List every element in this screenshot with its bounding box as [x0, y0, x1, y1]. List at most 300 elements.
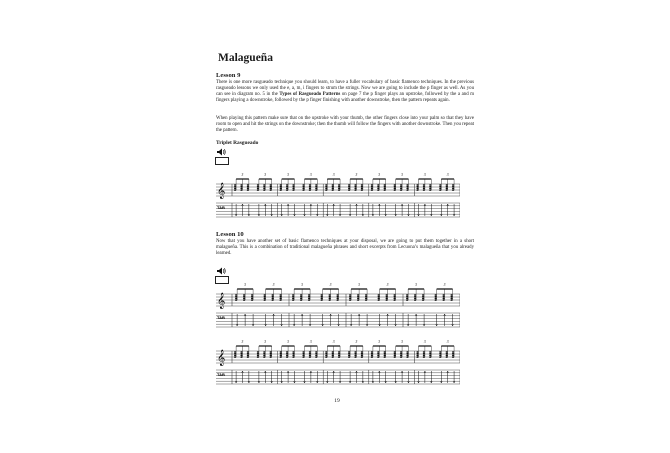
chord-note: [292, 189, 294, 191]
treble-clef-icon: 𝄞: [217, 183, 226, 199]
chord-note: [406, 294, 408, 296]
chord-note: [365, 299, 367, 301]
chord-note: [450, 294, 452, 296]
chord-note: [443, 294, 445, 296]
chord-note: [329, 296, 331, 298]
chord-note: [270, 353, 272, 355]
chord-note: [422, 298, 424, 300]
chord-note: [235, 299, 237, 301]
chord-note: [302, 356, 304, 358]
chord-note: [279, 298, 281, 300]
chord-note: [393, 296, 395, 298]
chord-note: [423, 188, 425, 190]
chord-note: [377, 351, 379, 353]
chord-note: [325, 186, 327, 188]
chord-note: [394, 351, 396, 353]
chord-note: [400, 188, 402, 190]
chord-note: [361, 189, 363, 191]
chord-note: [279, 296, 281, 298]
chord-note: [243, 296, 245, 298]
chord-note: [439, 189, 441, 191]
chord-note: [234, 351, 236, 353]
chord-note: [414, 296, 416, 298]
chord-note: [349, 298, 351, 300]
chord-note: [371, 184, 373, 186]
chord-note: [406, 188, 408, 190]
chord-note: [365, 296, 367, 298]
chord-note: [416, 186, 418, 188]
chord-note: [292, 188, 294, 190]
chord-note: [302, 351, 304, 353]
chord-note: [377, 186, 379, 188]
chord-note: [338, 355, 340, 357]
triplet-mark: 3: [446, 340, 449, 344]
chord-note: [371, 188, 373, 190]
chord-note: [332, 353, 334, 355]
chord-note: [354, 184, 356, 186]
chord-note: [329, 299, 331, 301]
chord-note: [332, 351, 334, 353]
tab-label: TAB: [217, 315, 225, 320]
chord-note: [234, 353, 236, 355]
chord-note: [240, 353, 242, 355]
audio-speaker-icon[interactable]: [216, 147, 226, 157]
treble-clef-icon: 𝄞: [217, 350, 226, 366]
chord-note: [386, 296, 388, 298]
chord-note: [377, 184, 379, 186]
chord-note: [308, 296, 310, 298]
chord-note: [361, 353, 363, 355]
chord-note: [394, 356, 396, 358]
chord-note: [406, 353, 408, 355]
chord-note: [302, 184, 304, 186]
triplet-mark: 3: [358, 283, 360, 287]
chord-note: [422, 296, 424, 298]
chord-note: [394, 353, 396, 355]
chord-note: [354, 351, 356, 353]
chord-note: [384, 355, 386, 357]
chord-note: [332, 188, 334, 190]
chord-note: [443, 298, 445, 300]
chord-note: [414, 294, 416, 296]
chord-note: [400, 353, 402, 355]
chord-note: [371, 351, 373, 353]
chord-note: [422, 299, 424, 301]
chord-note: [292, 353, 294, 355]
chord-note: [393, 298, 395, 300]
chord-note: [348, 351, 350, 353]
lesson-10-paragraph: Now that you have another set of basic flamenco techniques at your disposal, we are going to put them together in a short malagueña. This is a combination of traditional malagueña phrases and short excerpts from Lecuona’s malagueña that you already learned.: [216, 239, 474, 257]
chord-note: [416, 353, 418, 355]
chord-note: [292, 351, 294, 353]
chord-note: [338, 184, 340, 186]
chord-note: [286, 186, 288, 188]
chord-note: [247, 355, 249, 357]
chord-note: [439, 351, 441, 353]
chord-note: [446, 351, 448, 353]
chord-note: [354, 186, 356, 188]
chord-note: [394, 189, 396, 191]
chord-note: [292, 299, 294, 301]
chord-note: [422, 294, 424, 296]
chord-note: [257, 353, 259, 355]
chord-note: [423, 353, 425, 355]
page-title: Malagueña: [218, 52, 273, 64]
chord-note: [361, 186, 363, 188]
chord-note: [270, 351, 272, 353]
triplet-mark: 3: [241, 340, 244, 344]
chord-note: [384, 353, 386, 355]
chord-note: [378, 294, 380, 296]
chord-note: [348, 353, 350, 355]
chord-note: [452, 356, 454, 358]
chord-note: [414, 298, 416, 300]
lesson-9-heading: Lesson 9: [216, 72, 241, 79]
chord-note: [357, 294, 359, 296]
chord-note: [443, 299, 445, 301]
chord-note: [423, 186, 425, 188]
malaguena-notation-system-2: [216, 335, 460, 391]
chord-note: [292, 296, 294, 298]
chord-note: [315, 355, 317, 357]
chord-note: [435, 296, 437, 298]
chord-note: [452, 353, 454, 355]
chord-note: [240, 351, 242, 353]
chord-note: [338, 188, 340, 190]
triplet-mark: 3: [355, 173, 358, 177]
chord-note: [247, 189, 249, 191]
chord-note: [365, 298, 367, 300]
chord-note: [300, 299, 302, 301]
chord-note: [315, 184, 317, 186]
chord-note: [263, 356, 265, 358]
chord-note: [384, 356, 386, 358]
chord-note: [270, 186, 272, 188]
triplet-mark: 3: [272, 283, 275, 287]
chord-note: [315, 188, 317, 190]
chord-note: [452, 355, 454, 357]
chord-note: [309, 355, 311, 357]
chord-note: [257, 356, 259, 358]
chord-note: [264, 299, 266, 301]
chord-note: [235, 298, 237, 300]
chord-note: [247, 184, 249, 186]
chord-note: [439, 356, 441, 358]
triplet-mark: 3: [287, 173, 289, 177]
triplet-mark: 3: [309, 173, 312, 177]
chord-note: [429, 351, 431, 353]
chord-note: [257, 189, 259, 191]
chord-note: [365, 294, 367, 296]
triplet-mark: 3: [329, 283, 332, 287]
chord-note: [446, 189, 448, 191]
chord-note: [240, 186, 242, 188]
chord-note: [371, 355, 373, 357]
chord-note: [349, 299, 351, 301]
chord-note: [321, 298, 323, 300]
chord-note: [384, 351, 386, 353]
chord-note: [429, 189, 431, 191]
chord-note: [386, 299, 388, 301]
triplet-mark: 3: [244, 283, 246, 287]
triplet-mark: 3: [401, 340, 403, 344]
triplet-mark: 3: [423, 340, 426, 344]
chord-note: [263, 189, 265, 191]
chord-note: [400, 186, 402, 188]
chord-note: [435, 294, 437, 296]
chord-note: [450, 296, 452, 298]
tab-label: TAB: [217, 205, 225, 210]
chord-note: [361, 188, 363, 190]
chord-note: [338, 351, 340, 353]
chord-note: [309, 186, 311, 188]
chord-note: [235, 294, 237, 296]
chord-note: [446, 186, 448, 188]
chord-note: [429, 186, 431, 188]
chord-note: [263, 355, 265, 357]
chord-note: [240, 355, 242, 357]
chord-note: [243, 294, 245, 296]
chord-note: [247, 186, 249, 188]
chord-note: [450, 298, 452, 300]
chord-note: [264, 298, 266, 300]
chord-note: [452, 188, 454, 190]
chord-note: [286, 188, 288, 190]
chord-note: [309, 356, 311, 358]
chord-note: [309, 189, 311, 191]
chord-note: [371, 186, 373, 188]
chord-note: [257, 184, 259, 186]
chord-note: [406, 296, 408, 298]
chord-note: [247, 356, 249, 358]
chord-note: [286, 189, 288, 191]
triplet-mark: 3: [332, 173, 335, 177]
chord-note: [263, 184, 265, 186]
lesson-9-text-a: There is one more rasgueado technique you should learn, to have a fuller vocabulary of basic flamenco techniques. In the previous rasgueado lessons we only used the e, a, m, i fingers to strum the strings. Now we are going to include the p finger as well. As you can see in diagram no. 5 in the: [216, 80, 474, 98]
triplet-mark: 3: [332, 340, 335, 344]
chord-note: [439, 186, 441, 188]
chord-note: [257, 351, 259, 353]
chord-note: [270, 189, 272, 191]
chord-note: [443, 296, 445, 298]
chord-note: [257, 188, 259, 190]
chord-note: [243, 298, 245, 300]
chord-note: [263, 351, 265, 353]
chord-note: [354, 356, 356, 358]
chord-note: [361, 356, 363, 358]
chord-note: [321, 294, 323, 296]
chord-note: [446, 188, 448, 190]
lesson-9-text-b: on page 7 the p finger plays an upstroke, followed by the a and m fingers playing a downstroke, followed by the p finger finishing with another downstroke, then the pattern repeats again.: [216, 92, 474, 104]
chord-note: [357, 298, 359, 300]
chord-note: [251, 294, 253, 296]
chord-note: [280, 186, 282, 188]
triplet-rasgueado-notation: [216, 162, 460, 226]
chord-note: [300, 296, 302, 298]
chord-note: [234, 188, 236, 190]
chord-note: [308, 294, 310, 296]
chord-note: [378, 299, 380, 301]
chord-note: [315, 189, 317, 191]
chord-note: [315, 351, 317, 353]
chord-note: [300, 298, 302, 300]
chord-note: [292, 184, 294, 186]
chord-note: [400, 356, 402, 358]
chord-note: [264, 296, 266, 298]
chord-note: [292, 294, 294, 296]
treble-clef-icon: 𝄞: [217, 293, 226, 309]
chord-note: [354, 189, 356, 191]
chord-note: [439, 188, 441, 190]
triplet-mark: 3: [415, 283, 417, 287]
triplet-mark: 3: [355, 340, 358, 344]
chord-note: [309, 351, 311, 353]
chord-note: [315, 186, 317, 188]
chord-note: [384, 188, 386, 190]
chord-note: [272, 299, 274, 301]
chord-note: [371, 189, 373, 191]
chord-note: [321, 299, 323, 301]
chord-note: [377, 355, 379, 357]
chord-note: [400, 189, 402, 191]
chord-note: [302, 189, 304, 191]
chord-note: [446, 353, 448, 355]
chord-note: [394, 188, 396, 190]
triplet-mark: 3: [309, 340, 312, 344]
chord-note: [332, 184, 334, 186]
chord-note: [270, 188, 272, 190]
chord-note: [325, 355, 327, 357]
chord-note: [452, 186, 454, 188]
chord-note: [272, 294, 274, 296]
chord-note: [325, 184, 327, 186]
chord-note: [446, 355, 448, 357]
chord-note: [416, 355, 418, 357]
triplet-mark: 3: [301, 283, 303, 287]
malaguena-notation-system-1: [216, 278, 460, 334]
chord-note: [336, 298, 338, 300]
chord-note: [280, 351, 282, 353]
chord-note: [406, 351, 408, 353]
rasgueado-patterns-reference: Types of Rasgueado Patterns: [279, 92, 341, 98]
chord-note: [263, 353, 265, 355]
lesson-10-heading: Lesson 10: [216, 231, 244, 238]
triplet-mark: 3: [423, 173, 426, 177]
triplet-mark: 3: [443, 283, 446, 287]
lesson-9-paragraph-2: When playing this pattern make sure that on the upstroke with your thumb, the other fingers close into your palm so that they have room to open and hit the strings on the downstroke; then the thumb will follow the fingers with another downstroke. Then you repeat the pattern.: [216, 116, 474, 134]
chord-note: [357, 299, 359, 301]
chord-note: [435, 298, 437, 300]
chord-note: [393, 299, 395, 301]
chord-note: [416, 356, 418, 358]
triplet-mark: 3: [287, 340, 289, 344]
chord-note: [280, 188, 282, 190]
chord-note: [394, 186, 396, 188]
chord-note: [257, 186, 259, 188]
chord-note: [286, 355, 288, 357]
chord-note: [302, 355, 304, 357]
chord-note: [286, 184, 288, 186]
chord-note: [406, 189, 408, 191]
chord-note: [377, 189, 379, 191]
chord-note: [371, 356, 373, 358]
chord-note: [439, 353, 441, 355]
chord-note: [321, 296, 323, 298]
chord-note: [329, 294, 331, 296]
chord-note: [240, 189, 242, 191]
chord-note: [309, 188, 311, 190]
chord-note: [394, 184, 396, 186]
chord-note: [325, 189, 327, 191]
chord-note: [423, 355, 425, 357]
chord-note: [354, 355, 356, 357]
chord-note: [348, 356, 350, 358]
chord-note: [400, 184, 402, 186]
chord-note: [280, 356, 282, 358]
chord-note: [338, 353, 340, 355]
chord-note: [406, 355, 408, 357]
chord-note: [348, 184, 350, 186]
chord-note: [240, 356, 242, 358]
audio-speaker-icon[interactable]: [216, 266, 226, 276]
chord-note: [348, 189, 350, 191]
chord-note: [251, 298, 253, 300]
chord-note: [234, 189, 236, 191]
triplet-mark: 3: [378, 173, 381, 177]
chord-note: [423, 184, 425, 186]
chord-note: [354, 353, 356, 355]
triplet-mark: 3: [401, 173, 403, 177]
chord-note: [308, 298, 310, 300]
chord-note: [371, 353, 373, 355]
chord-note: [336, 296, 338, 298]
chord-note: [354, 188, 356, 190]
chord-note: [406, 186, 408, 188]
chord-note: [377, 353, 379, 355]
chord-note: [332, 189, 334, 191]
chord-note: [416, 351, 418, 353]
chord-note: [302, 353, 304, 355]
chord-note: [439, 355, 441, 357]
chord-note: [336, 299, 338, 301]
chord-note: [280, 355, 282, 357]
chord-note: [446, 356, 448, 358]
chord-note: [386, 294, 388, 296]
chord-note: [406, 184, 408, 186]
chord-note: [234, 355, 236, 357]
chord-note: [240, 188, 242, 190]
chord-note: [300, 294, 302, 296]
book-page: [198, 30, 476, 420]
chord-note: [286, 353, 288, 355]
chord-note: [251, 296, 253, 298]
chord-note: [309, 353, 311, 355]
triplet-rasgueado-label: Triplet Rasgueado: [216, 140, 259, 146]
chord-note: [378, 298, 380, 300]
chord-note: [348, 355, 350, 357]
chord-note: [240, 184, 242, 186]
chord-note: [279, 294, 281, 296]
chord-note: [384, 184, 386, 186]
chord-note: [386, 298, 388, 300]
chord-note: [270, 356, 272, 358]
chord-note: [292, 356, 294, 358]
chord-note: [329, 298, 331, 300]
chord-note: [263, 188, 265, 190]
chord-note: [393, 294, 395, 296]
chord-note: [247, 353, 249, 355]
chord-note: [325, 188, 327, 190]
